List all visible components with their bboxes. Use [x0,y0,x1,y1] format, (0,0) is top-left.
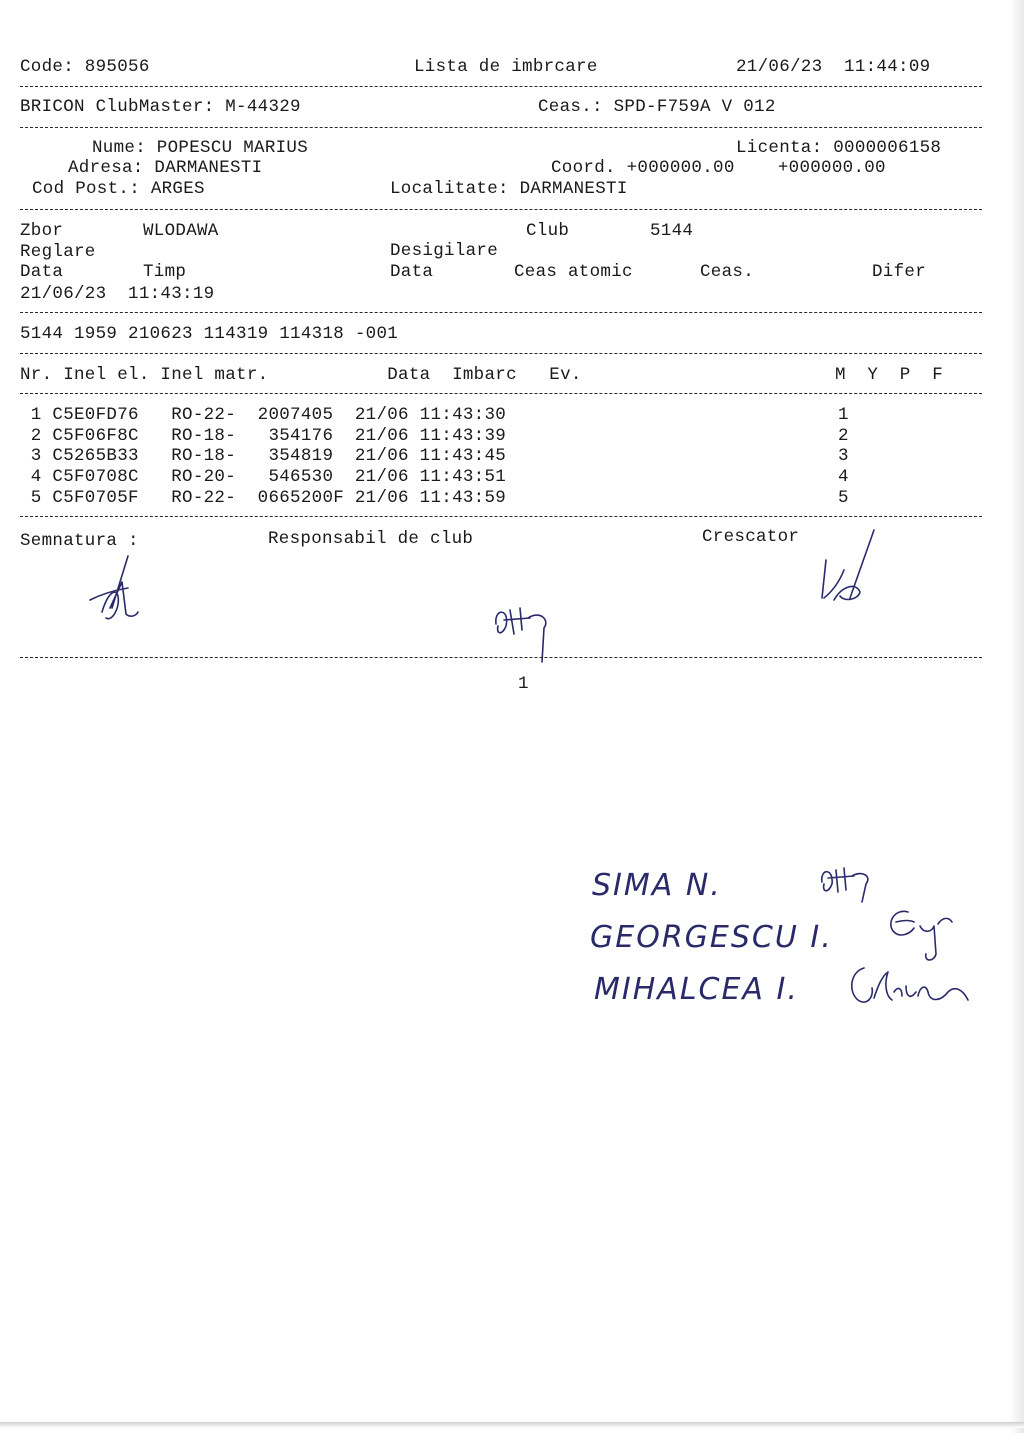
difference-label: Difer [872,262,927,282]
time-label: Timp [143,262,187,282]
desigilare-label: Desigilare [390,241,499,261]
row-marker: 1 [838,405,849,425]
row-marker: 3 [838,446,849,466]
handwritten-initials-3 [844,962,974,1012]
handwritten-name-2: GEORGESCU I. [590,920,833,955]
table-row: 4 C5F0708C RO-20- 546530 21/06 11:43:51 [20,467,507,487]
row-marker: 2 [838,426,849,446]
flight-label: Zbor [20,221,64,241]
signature-mark [82,552,142,632]
sync-line: 5144 1959 210623 114319 114318 -001 [20,324,399,344]
divider [20,353,982,354]
flags-header: M Y P F [835,365,944,385]
page-number: 1 [518,674,529,694]
handwritten-name-1: SIMA N. [592,868,722,903]
flight-value: WLODAWA [143,221,219,241]
table-row: 5 C5F0705F RO-22- 0665200F 21/06 11:43:59 [20,488,507,508]
reglare-value: 21/06/23 11:43:19 [20,284,215,304]
handwritten-initials-1 [818,862,878,902]
atomic-clock-label: Ceas atomic [514,262,633,282]
table-row: 3 C5265B33 RO-18- 354819 21/06 11:43:45 [20,446,507,466]
table-row: 1 C5E0FD76 RO-22- 2007405 21/06 11:43:30 [20,405,507,425]
divider [20,86,982,87]
divider [20,516,982,517]
document-code: Code: 895056 [20,57,150,77]
owner-postcode: Cod Post.: ARGES [32,179,205,199]
owner-license: Licenta: 0000006158 [736,138,942,158]
row-marker: 5 [838,488,849,508]
handwritten-initials-2 [884,904,964,964]
club-label: Club [526,221,570,241]
reglare-label: Reglare [20,242,96,262]
page-edge [1010,0,1024,1433]
club-signature-mark [490,600,560,670]
owner-name: Nume: POPESCU MARIUS [92,138,309,158]
table-header: Nr. Inel el. Inel matr. Data Imbarc Ev. [20,365,582,385]
date-label: Data [20,262,64,282]
divider [20,127,982,128]
signature-label: Semnatura : [20,531,139,551]
clock-id: Ceas.: SPD-F759A V 012 [538,97,776,117]
breeder-signature-mark [812,526,882,606]
unseal-date-label: Data [390,262,434,282]
breeder-label: Crescator [702,527,800,547]
club-responsible-label: Responsabil de club [268,529,474,549]
document-title: Lista de imbrcare [414,57,598,77]
divider [20,209,982,210]
table-row: 2 C5F06F8C RO-18- 354176 21/06 11:43:39 [20,426,507,446]
owner-address: Adresa: DARMANESTI [68,158,263,178]
document-datetime: 21/06/23 11:44:09 [736,57,931,77]
owner-coords: Coord. +000000.00 +000000.00 [551,158,886,178]
divider [20,657,982,658]
owner-locality: Localitate: DARMANESTI [390,179,628,199]
club-value: 5144 [650,221,694,241]
software-id: BRICON ClubMaster: M-44329 [20,97,301,117]
handwritten-name-3: MIHALCEA I. [594,972,799,1007]
divider [20,393,982,394]
row-marker: 4 [838,467,849,487]
divider [20,312,982,313]
page-edge [0,1422,1024,1428]
clock-label: Ceas. [700,262,755,282]
